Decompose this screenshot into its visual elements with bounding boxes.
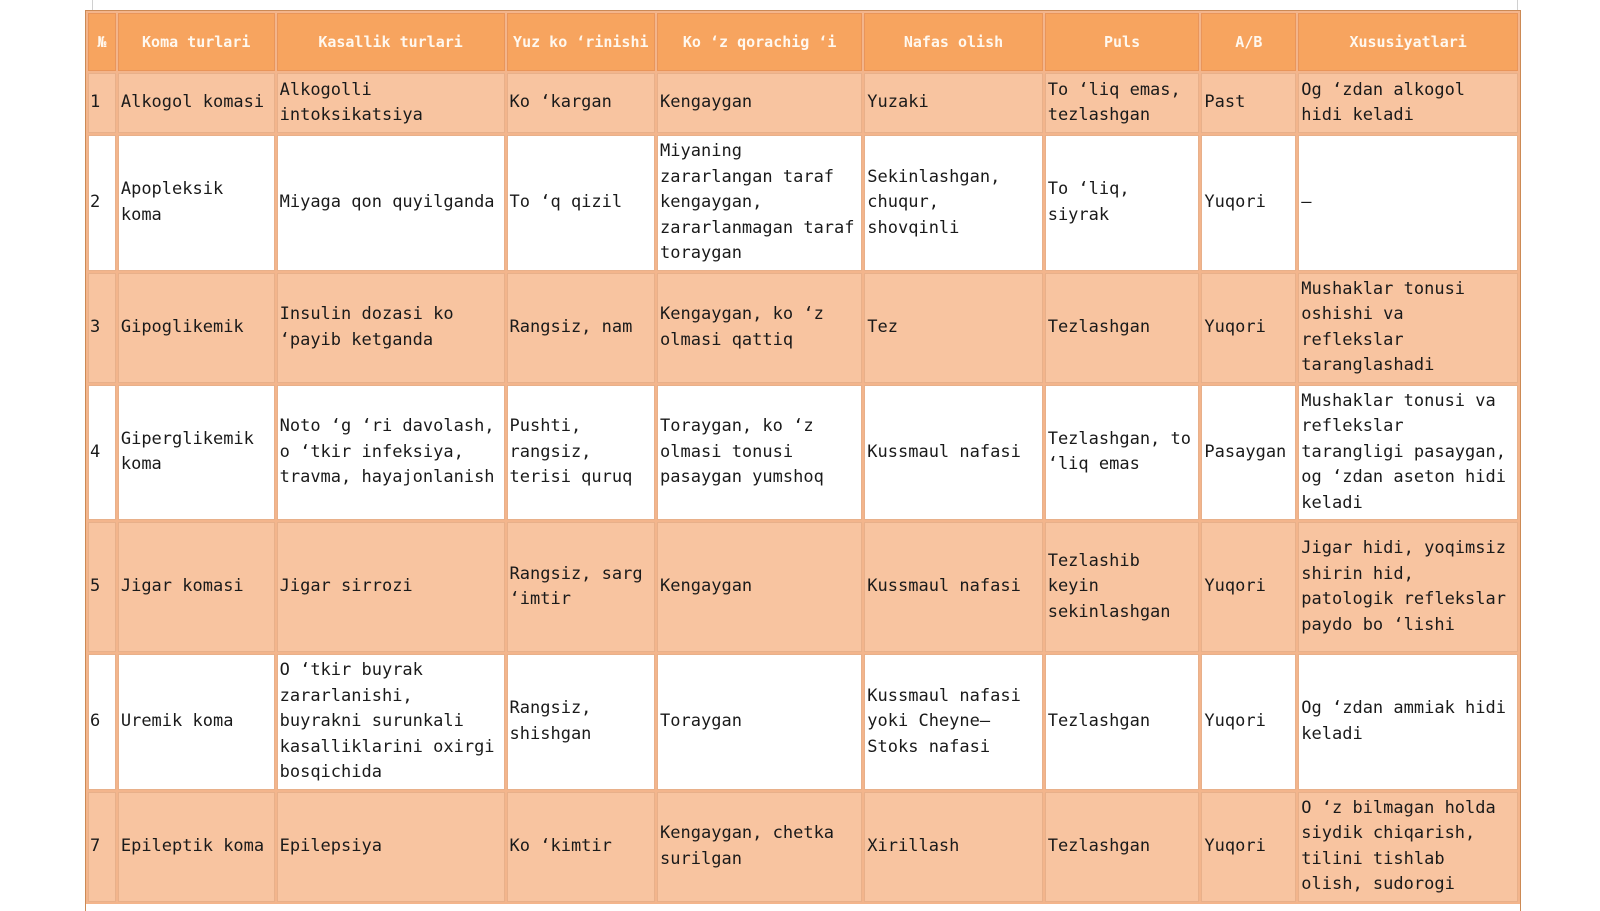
table-row xyxy=(88,73,1518,133)
table-row xyxy=(88,654,1518,790)
cell-disease-type: O ‘tkir buyrak zararlanishi, buyrakni surunkali kasalliklarini oxirgi bosqichida xyxy=(277,654,505,790)
header-row xyxy=(88,13,1518,71)
cell-features: Og ‘zdan ammiak hidi keladi xyxy=(1298,654,1518,790)
cell-coma-type: Epileptik koma xyxy=(118,792,275,902)
cell-pulse: To ‘liq, siyrak xyxy=(1045,135,1200,271)
header-blood-pressure: A/B xyxy=(1201,13,1296,71)
header-pupil: Ko ‘z qorachig ‘i xyxy=(657,13,862,71)
cell-pupil: Kengaygan xyxy=(657,522,862,652)
cell-pulse: Tezlashgan, to ‘liq emas xyxy=(1045,385,1200,521)
cell-disease-type: Noto ‘g ‘ri davolash, o ‘tkir infeksiya, travma, hayajonlanish xyxy=(277,385,505,521)
cell-face: Ko ‘kimtir xyxy=(507,792,656,902)
cell-pulse: Tezlashib keyin sekinlashgan xyxy=(1045,522,1200,652)
cell-face: Rangsiz, nam xyxy=(507,273,656,383)
cell-coma-type: Gipoglikemik xyxy=(118,273,275,383)
cell-coma-type: Alkogol komasi xyxy=(118,73,275,133)
cell-pupil: Kengaygan xyxy=(657,73,862,133)
table-row xyxy=(88,522,1518,652)
cell-breathing: Kussmaul nafasi xyxy=(864,385,1042,521)
cell-blood-pressure: Yuqori xyxy=(1201,792,1296,902)
cell-breathing: Yuzaki xyxy=(864,73,1042,133)
table-row xyxy=(88,273,1518,383)
cell-number: 1 xyxy=(88,73,116,133)
cell-coma-type: Giperglikemik koma xyxy=(118,385,275,521)
cell-face: Rangsiz, sarg ‘imtir xyxy=(507,522,656,652)
cell-number: 4 xyxy=(88,385,116,521)
cell-pupil: Toraygan, ko ‘z olmasi tonusi pasaygan yumshoq xyxy=(657,385,862,521)
cell-blood-pressure: Yuqori xyxy=(1201,273,1296,383)
header-pulse: Puls xyxy=(1045,13,1200,71)
cell-blood-pressure: Pasaygan xyxy=(1201,385,1296,521)
header-breathing: Nafas olish xyxy=(864,13,1042,71)
cell-features: Mushaklar tonusi va reflekslar tarangligi pasaygan, og ‘zdan aseton hidi keladi xyxy=(1298,385,1518,521)
cell-breathing: Sekinlashgan, chuqur, shovqinli xyxy=(864,135,1042,271)
cell-features: Mushaklar tonusi oshishi va reflekslar taranglashadi xyxy=(1298,273,1518,383)
header-disease-type: Kasallik turlari xyxy=(277,13,505,71)
cell-blood-pressure: Yuqori xyxy=(1201,522,1296,652)
cell-coma-type: Uremik koma xyxy=(118,654,275,790)
cell-breathing: Kussmaul nafasi yoki Cheyne–Stoks nafasi xyxy=(864,654,1042,790)
cell-face: Pushti, rangsiz, terisi quruq xyxy=(507,385,656,521)
cell-features: Jigar hidi, yoqimsiz shirin hid, patologik reflekslar paydo bo ‘lishi xyxy=(1298,522,1518,652)
coma-table-container xyxy=(85,10,1521,911)
cell-coma-type: Apopleksik koma xyxy=(118,135,275,271)
header-features: Xususiyatlari xyxy=(1298,13,1518,71)
cell-pupil: Toraygan xyxy=(657,654,862,790)
cell-features: Og ‘zdan alkogol hidi keladi xyxy=(1298,73,1518,133)
cell-pupil: Kengaygan, chetka surilgan xyxy=(657,792,862,902)
cell-face: To ‘q qizil xyxy=(507,135,656,271)
header-coma-type: Koma turlari xyxy=(118,13,275,71)
cell-pulse: To ‘liq emas, tezlashgan xyxy=(1045,73,1200,133)
cell-face: Rangsiz, shishgan xyxy=(507,654,656,790)
header-face: Yuz ko ‘rinishi xyxy=(507,13,656,71)
cell-number: 7 xyxy=(88,792,116,902)
cell-pupil: Miyaning zararlangan taraf kengaygan, zararlanmagan taraf toraygan xyxy=(657,135,862,271)
table-row xyxy=(88,135,1518,271)
cell-face: Ko ‘kargan xyxy=(507,73,656,133)
cell-number: 3 xyxy=(88,273,116,383)
cell-disease-type: Miyaga qon quyilganda xyxy=(277,135,505,271)
cell-blood-pressure: Past xyxy=(1201,73,1296,133)
cell-pulse: Tezlashgan xyxy=(1045,654,1200,790)
cell-number: 2 xyxy=(88,135,116,271)
table-row xyxy=(88,792,1518,902)
cell-pulse: Tezlashgan xyxy=(1045,273,1200,383)
table-row xyxy=(88,385,1518,521)
cell-breathing: Tez xyxy=(864,273,1042,383)
cell-pupil: Kengaygan, ko ‘z olmasi qattiq xyxy=(657,273,862,383)
cell-number: 5 xyxy=(88,522,116,652)
cell-breathing: Xirillash xyxy=(864,792,1042,902)
cell-pulse: Tezlashgan xyxy=(1045,792,1200,902)
cell-disease-type: Jigar sirrozi xyxy=(277,522,505,652)
cell-blood-pressure: Yuqori xyxy=(1201,135,1296,271)
cell-disease-type: Alkogolli intoksikatsiya xyxy=(277,73,505,133)
header-number: № xyxy=(88,13,116,71)
cell-blood-pressure: Yuqori xyxy=(1201,654,1296,790)
cell-disease-type: Insulin dozasi ko ‘payib ketganda xyxy=(277,273,505,383)
cell-features: O ‘z bilmagan holda siydik chiqarish, tilini tishlab olish, sudorogi xyxy=(1298,792,1518,902)
cell-disease-type: Epilepsiya xyxy=(277,792,505,902)
cell-coma-type: Jigar komasi xyxy=(118,522,275,652)
cell-features: — xyxy=(1298,135,1518,271)
cell-breathing: Kussmaul nafasi xyxy=(864,522,1042,652)
page-edge xyxy=(92,0,1518,10)
coma-types-table xyxy=(86,11,1520,904)
cell-number: 6 xyxy=(88,654,116,790)
